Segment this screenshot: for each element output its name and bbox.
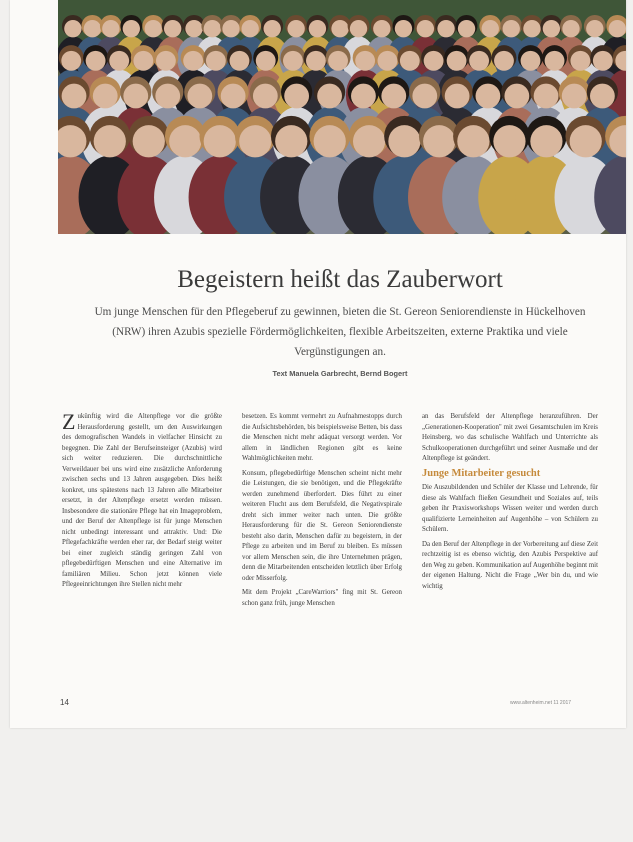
article-authors: Text Manuela Garbrecht, Bernd Bogert	[272, 369, 408, 378]
paragraph: Zukünftig wird die Altenpflege vor die größte Herausforderung gestellt, um den Auswirkungen des demografischen Wandels in vielfacher Hinsicht zu begegnen. Die Zahl der Berufseinsteiger (Azubis) wird sich weiter reduzieren. Die durchschnittliche Verweildauer bei uns wird eine zusätzliche Anforderung zwischen sechs und 13 Jahren ausgegeben. Dies heißt konkret, uns spätestens nach 13 Jahren alle Mitarbeiter ersetzt, in der Altenpflege ersetzt werden müssen. Insbesondere die stationäre Pflege hat ein Imageproblem, und der Beruf der Altenpflege ist für junge Menschen nicht unbedingt interessant und attraktiv. Und: Die Pflegefachkräfte werden eher rar, der Bedarf steigt weiter bei einer zugleich ständig geringen Zahl von pflegebedürftigen Menschen und eine Alternative im familiären Milieu. Schon jetzt können viele Pflegeeinrichtungen ihre Stellen nicht mehr	[62, 409, 222, 588]
text-column-2	[242, 412, 402, 613]
paragraph: Die Auszubildenden und Schüler der Klasse und Lehrende, für diese als Wahlfach fließen Gesundheit und Soziales auf, teils geben ihr Praxisworkshops Wissen weiter und werden durch qualifizierte Lerneinheiten auf Augenhöhe – von Schülern zu Schülern.	[422, 484, 598, 533]
article-title: Begeistern heißt das Zauberwort	[177, 266, 503, 293]
paragraph: besetzen. Es kommt vermehrt zu Aufnahmestopps durch die Aufsichtsbehörden, bis beispielsweise Betten, bis dass die Menschen nicht mehr adäquat versorgt werden. Vor allem in ländlichen Regionen gibt es keine Wahlmöglichkeiten mehr.	[242, 413, 402, 462]
group-photo	[58, 0, 626, 234]
page-number: 14	[60, 698, 69, 707]
paragraph: Mit dem Projekt „CareWarriors" fing mit St. Gereon schon ganz früh, junge Menschen	[242, 589, 402, 607]
magazine-page	[10, 0, 626, 728]
text-column-3	[422, 412, 598, 596]
article-lead: Um junge Menschen für den Pflegeberuf zu gewinnen, bieten die St. Gereon Seniorendienste in Hückelhoven (NRW) ihren Azubis spezielle Fördermöglichkeiten, flexible Arbeitszeiten, externe Praktika und viele Vergünstigungen an.	[94, 306, 586, 358]
paragraph: an das Berufsfeld der Altenpflege heranzuführen. Der „Generationen-Kooperation" mit zwei Gesamtschulen im Kreis Heinsberg, wo das schulische Wahlfach und Unterrichte als Schulkooperationen durchgeführt und seiner Ausmaße und der Altenpflege ist geändert.	[422, 413, 598, 462]
paragraph: Konsum, pflegebedürftige Menschen scheint nicht mehr die Leistungen, die sie benötigen, und die Pflegekräfte werden zunehmend überfordert. Dies führt zu einer weiteren Flucht aus dem Berufsfeld, die Negativspirale dreht sich immer weiter nach unten. Die größte Herausforderung für die St. Gereon Seniorendienste besteht also darin, Menschen dafür zu begeistern, in der Pflege zu arbeiten und im Beruf zu bleiben. Es müssen vor allem Menschen sein, die ihre Unternehmen prägen, denn die Mitarbeitenden entscheiden letztlich über Erfolg oder Misserfolg.	[242, 469, 402, 582]
paragraph: Da den Beruf der Altenpflege in der Vorbereitung auf diese Zeit rechtzeitig ist es ebenso wichtig, den Azubis Perspektive auf den Weg zu geben. Kommunikation auf Augenhöhe beginnt mit der eigenen Haltung. Nicht die Frage „Wer bin du, und wie wichtig	[422, 540, 598, 590]
text-column-1	[62, 409, 222, 595]
page-footer: www.altenheim.net 11 2017	[510, 700, 572, 706]
crowd-image	[58, 0, 626, 234]
section-subheading: Junge Mitarbeiter gesucht	[422, 467, 541, 479]
dropcap: Z	[62, 409, 76, 434]
